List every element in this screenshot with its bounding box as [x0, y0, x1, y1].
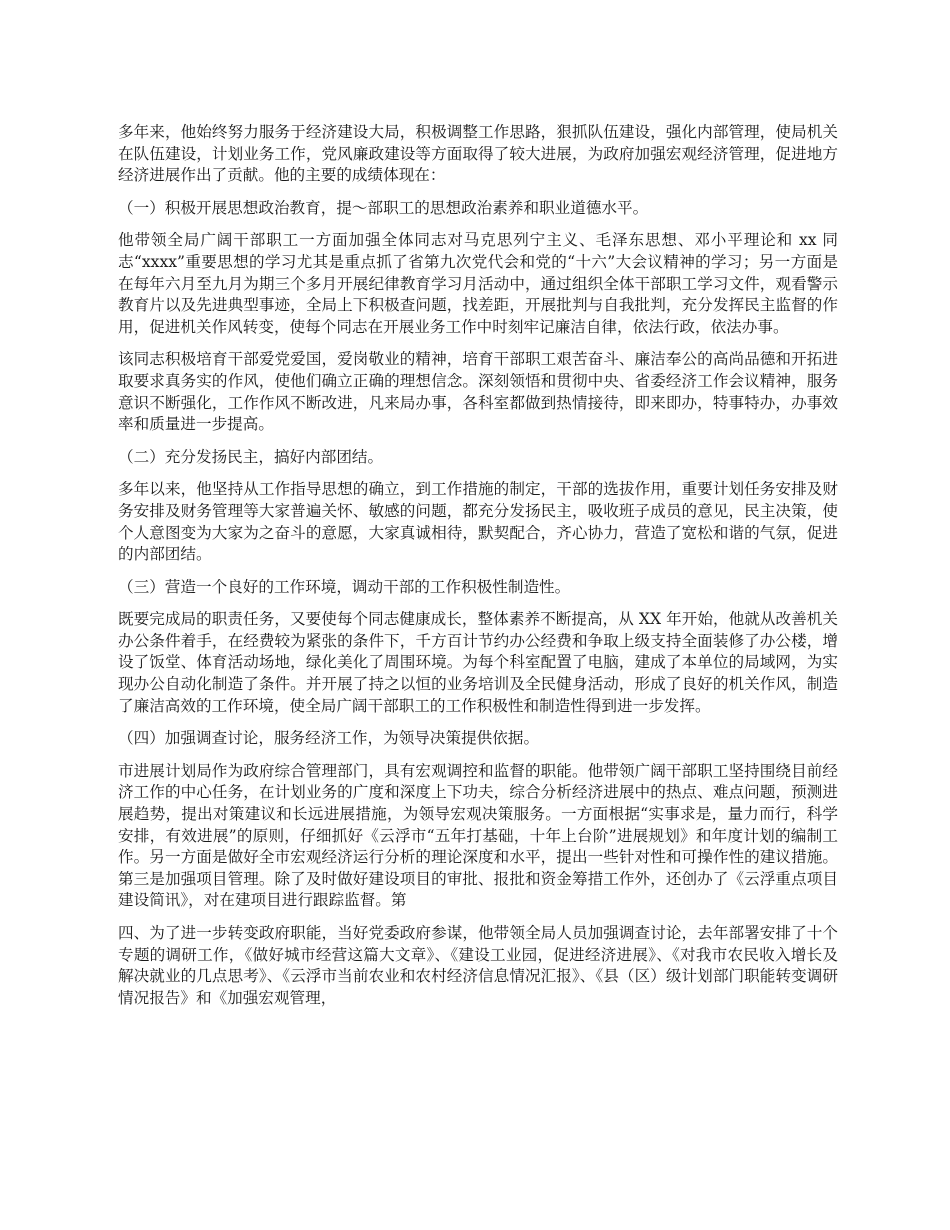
paragraph-work-environment: 既要完成局的职责任务，又要使每个同志健康成长，整体素养不断提高，从 XX 年开始，他就从改善机关办公条件着手，在经费较为紧张的条件下，千方百计节约办公经费和争取上级支持全面装修了办公楼，增设了饭堂、体育活动场地，绿化美化了周围环境。为每个科室配置了电脑，建成了本单位的局域网，为实现办公自动化制造了条件。并开展了持之以恒的业务培训及全民健身活动，形成了良好的机关作风，制造了廉洁高效的工作环境，使全局广阔干部职工的工作积极性和制造性得到进一步发挥。	[118, 610, 838, 715]
paragraph-political-education: 他带领全局广阔干部职工一方面加强全体同志对马克思列宁主义、毛泽东思想、邓小平理论和 xx 同志“xxxx”重要思想的学习尤其是重点抓了省第九次党代会和党的“十六”大会议精神的学习；另一方面是在每年六月至九月为期三个多月开展纪律教育学习月活动中，通过组织全体干部职工学习文件，观看警示教育片以及先进典型事迹，全局上下积极查问题，找差距，开展批判与自我批判，充分发挥民主监督的作用，促进机关作风转变，使每个同志在开展业务工作中时刻牢记廉洁自律，依法行政，依法办事。	[118, 231, 838, 336]
paragraph-democracy: 多年以来，他坚持从工作指导思想的确立，到工作措施的制定，干部的选拔作用，重要计划任务安排及财务安排及财务管理等大家普遍关怀、敏感的问题，都充分发扬民主，吸收班子成员的意见，民主决策，使个人意图变为大家为之奋斗的意愿，大家真诚相待，默契配合，齐心协力，营造了宽松和谐的气氛，促进的内部团结。	[118, 480, 838, 564]
section-heading-1: （一）积极开展思想政治教育，提～部职工的思想政治素养和职业道德水平。	[118, 198, 649, 217]
paragraph-research: 市进展计划局作为政府综合管理部门，具有宏观调控和监督的职能。他带领广阔干部职工坚持围绕目前经济工作的中心任务，在计划业务的广度和深度上下功夫，综合分析经济进展中的热点、难点问题，预测进展趋势，提出对策建议和长远进展措施，为领导宏观决策服务。一方面根据“实事求是，量力而行，科学安排，有效进展”的原则，仔细抓好《云浮市“五年打基础，十年上台阶”进展规划》和年度计划的编制工作。另一方面是做好全市宏观经济运行分析的理论深度和水平，提出一些针对性和可操作性的建议措施。第三是加强项目管理。除了及时做好建设项目的审批、报批和资金筹措工作外，还创办了《云浮重点项目建设简讯》，对在建项目进行跟踪监督。第	[118, 761, 838, 910]
section-heading-3: （三）营造一个良好的工作环境，调动干部的工作积极性制造性。	[118, 577, 571, 596]
paragraph-intro: 多年来，他始终努力服务于经济建设大局，积极调整工作思路，狠抓队伍建设，强化内部管理，使局机关在队伍建设，计划业务工作，党风廉政建设等方面取得了较大进展，为政府加强宏观经济管理，促进地方经济进展作出了贡献。他的主要的成绩体现在：	[118, 123, 838, 185]
document-body	[118, 122, 838, 1020]
paragraph-government-functions: 四、为了进一步转变政府职能，当好党委政府参谋，他带领全局人员加强调查讨论，去年部署安排了十个专题的调研工作，《做好城市经营这篇大文章》、《建设工业园，促进经济进展》、《对我市农民收入增长及解决就业的几点思考》、《云浮市当前农业和农村经济信息情况汇报》、《县（区）级计划部门职能转变调研情况报告》和《加强宏观管理，	[118, 924, 838, 1007]
section-heading-2: （二）充分发扬民主，搞好内部团结。	[118, 447, 384, 466]
section-heading-4: （四）加强调查讨论，服务经济工作，为领导决策提供依据。	[118, 729, 540, 748]
paragraph-cultivation: 该同志积极培育干部爱党爱国，爱岗敬业的精神，培育干部职工艰苦奋斗、廉洁奉公的高尚品德和开拓进取要求真务实的作风，使他们确立正确的理想信念。深刻领悟和贯彻中央、省委经济工作会议精神，服务意识不断强化，工作作风不断改进，凡来局办事，各科室都做到热情接待，即来即办，特事特办，办事效率和质量进一步提高。	[118, 350, 838, 434]
